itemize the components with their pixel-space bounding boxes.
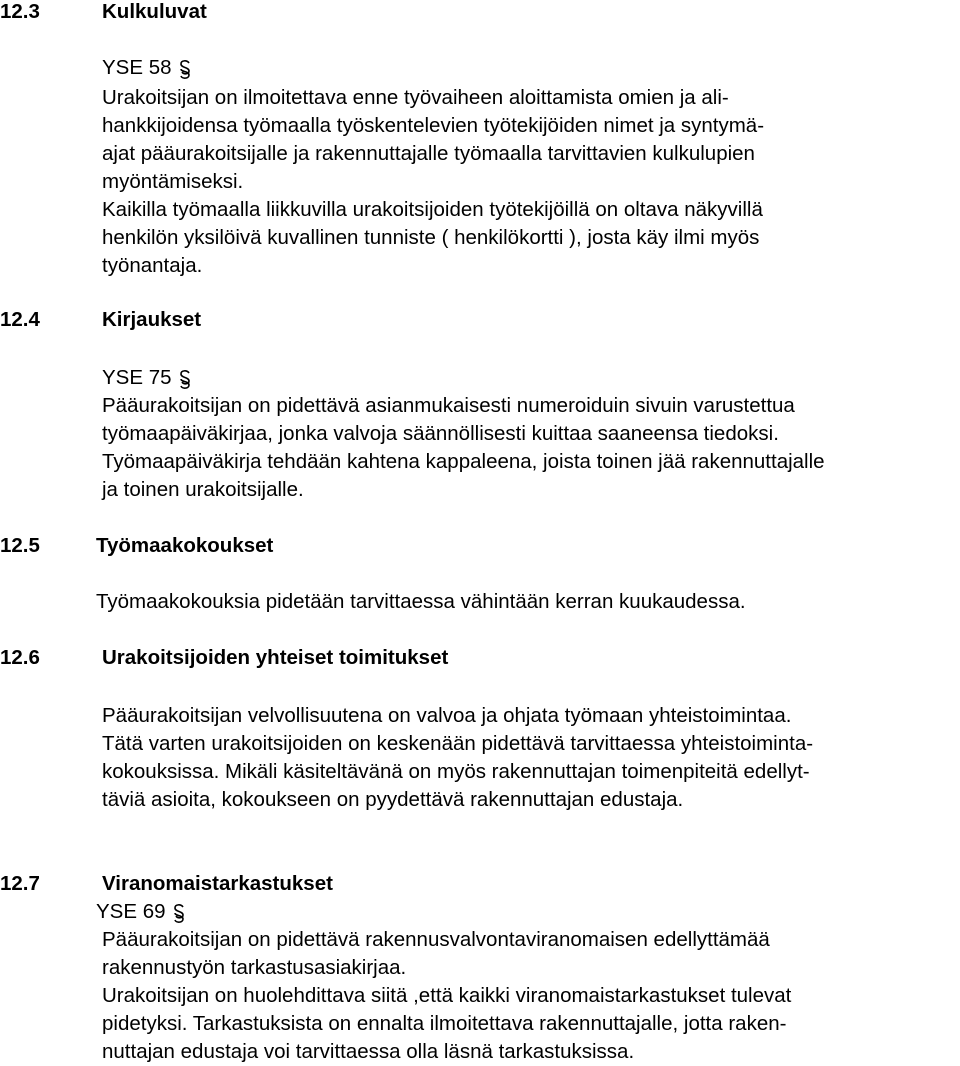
section-12-3-line: ajat pääurakoitsijalle ja rakennuttajalle työmaalla tarvittavien kulkulupien — [102, 142, 755, 165]
section-sign-icon — [178, 60, 192, 78]
section-12-7-line: nuttajan edustaja voi tarvittaessa olla läsnä tarkastuksissa. — [102, 1040, 635, 1063]
section-12-5-line: Työmaakokouksia pidetään tarvittaessa vähintään kerran kuukaudessa. — [96, 590, 746, 613]
section-12-7-line: pidetyksi. Tarkastuksista on ennalta ilmoitettava rakennuttajalle, jotta raken- — [102, 1012, 787, 1035]
section-12-6-number: 12.6 — [0, 646, 40, 669]
section-12-3-line: työnantaja. — [102, 254, 203, 277]
section-12-6-line: kokouksissa. Mikäli käsiteltävänä on myös rakennuttajan toimenpiteitä edellyt- — [102, 760, 810, 783]
section-12-6-line: Pääurakoitsijan velvollisuutena on valvoa ja ohjata työmaan yhteistoimintaa. — [102, 704, 792, 727]
section-12-4-title: Kirjaukset — [102, 308, 202, 331]
section-12-7-line: Urakoitsijan on huolehdittava siitä ,että kaikki viranomaistarkastukset tulevat — [102, 984, 792, 1007]
section-12-5-number: 12.5 — [0, 534, 40, 557]
section-12-3-number: 12.3 — [0, 0, 40, 23]
section-12-3-line: myöntämiseksi. — [102, 170, 244, 193]
section-12-3-title: Kulkuluvat — [102, 0, 207, 23]
section-12-4-line: Pääurakoitsijan on pidettävä asianmukaisesti numeroiduin sivuin varustettua — [102, 394, 795, 417]
section-12-4-line: ja toinen urakoitsijalle. — [102, 478, 304, 501]
section-12-4-ref — [102, 364, 192, 392]
section-12-3-ref — [102, 54, 192, 82]
section-12-6-line: täviä asioita, kokoukseen on pyydettävä rakennuttajan edustaja. — [102, 788, 684, 811]
section-12-4-line: työmaapäiväkirjaa, jonka valvoja säännöllisesti kuittaa saaneensa tiedoksi. — [102, 422, 779, 445]
section-12-7-title: Viranomaistarkastukset — [102, 872, 333, 895]
section-sign-icon — [172, 904, 186, 922]
yse-ref-label: YSE 75 — [102, 366, 172, 389]
section-12-3-line: Kaikilla työmaalla liikkuvilla urakoitsijoiden työtekijöillä on oltava näkyvillä — [102, 198, 763, 221]
section-12-3-line: hankkijoidensa työmaalla työskentelevien työtekijöiden nimet ja syntymä- — [102, 114, 765, 137]
section-12-7-ref — [96, 898, 186, 926]
section-12-4-line: Työmaapäiväkirja tehdään kahtena kappaleena, joista toinen jää rakennuttajalle — [102, 450, 825, 473]
section-12-3-line: henkilön yksilöivä kuvallinen tunniste ( henkilökortti ), josta käy ilmi myös — [102, 226, 760, 249]
section-12-7-line: rakennustyön tarkastusasiakirjaa. — [102, 956, 407, 979]
section-12-7-number: 12.7 — [0, 872, 40, 895]
yse-ref-label: YSE 69 — [96, 900, 166, 923]
section-12-7-line: Pääurakoitsijan on pidettävä rakennusvalvontaviranomaisen edellyttämää — [102, 928, 770, 951]
section-12-6-line: Tätä varten urakoitsijoiden on keskenään pidettävä tarvittaessa yhteistoiminta- — [102, 732, 814, 755]
section-12-5-title: Työmaakokoukset — [96, 534, 274, 557]
section-12-6-title: Urakoitsijoiden yhteiset toimitukset — [102, 646, 449, 669]
section-12-4-number: 12.4 — [0, 308, 40, 331]
section-sign-icon — [178, 370, 192, 388]
yse-ref-label: YSE 58 — [102, 56, 172, 79]
section-12-3-line: Urakoitsijan on ilmoitettava enne työvaiheen aloittamista omien ja ali- — [102, 86, 729, 109]
